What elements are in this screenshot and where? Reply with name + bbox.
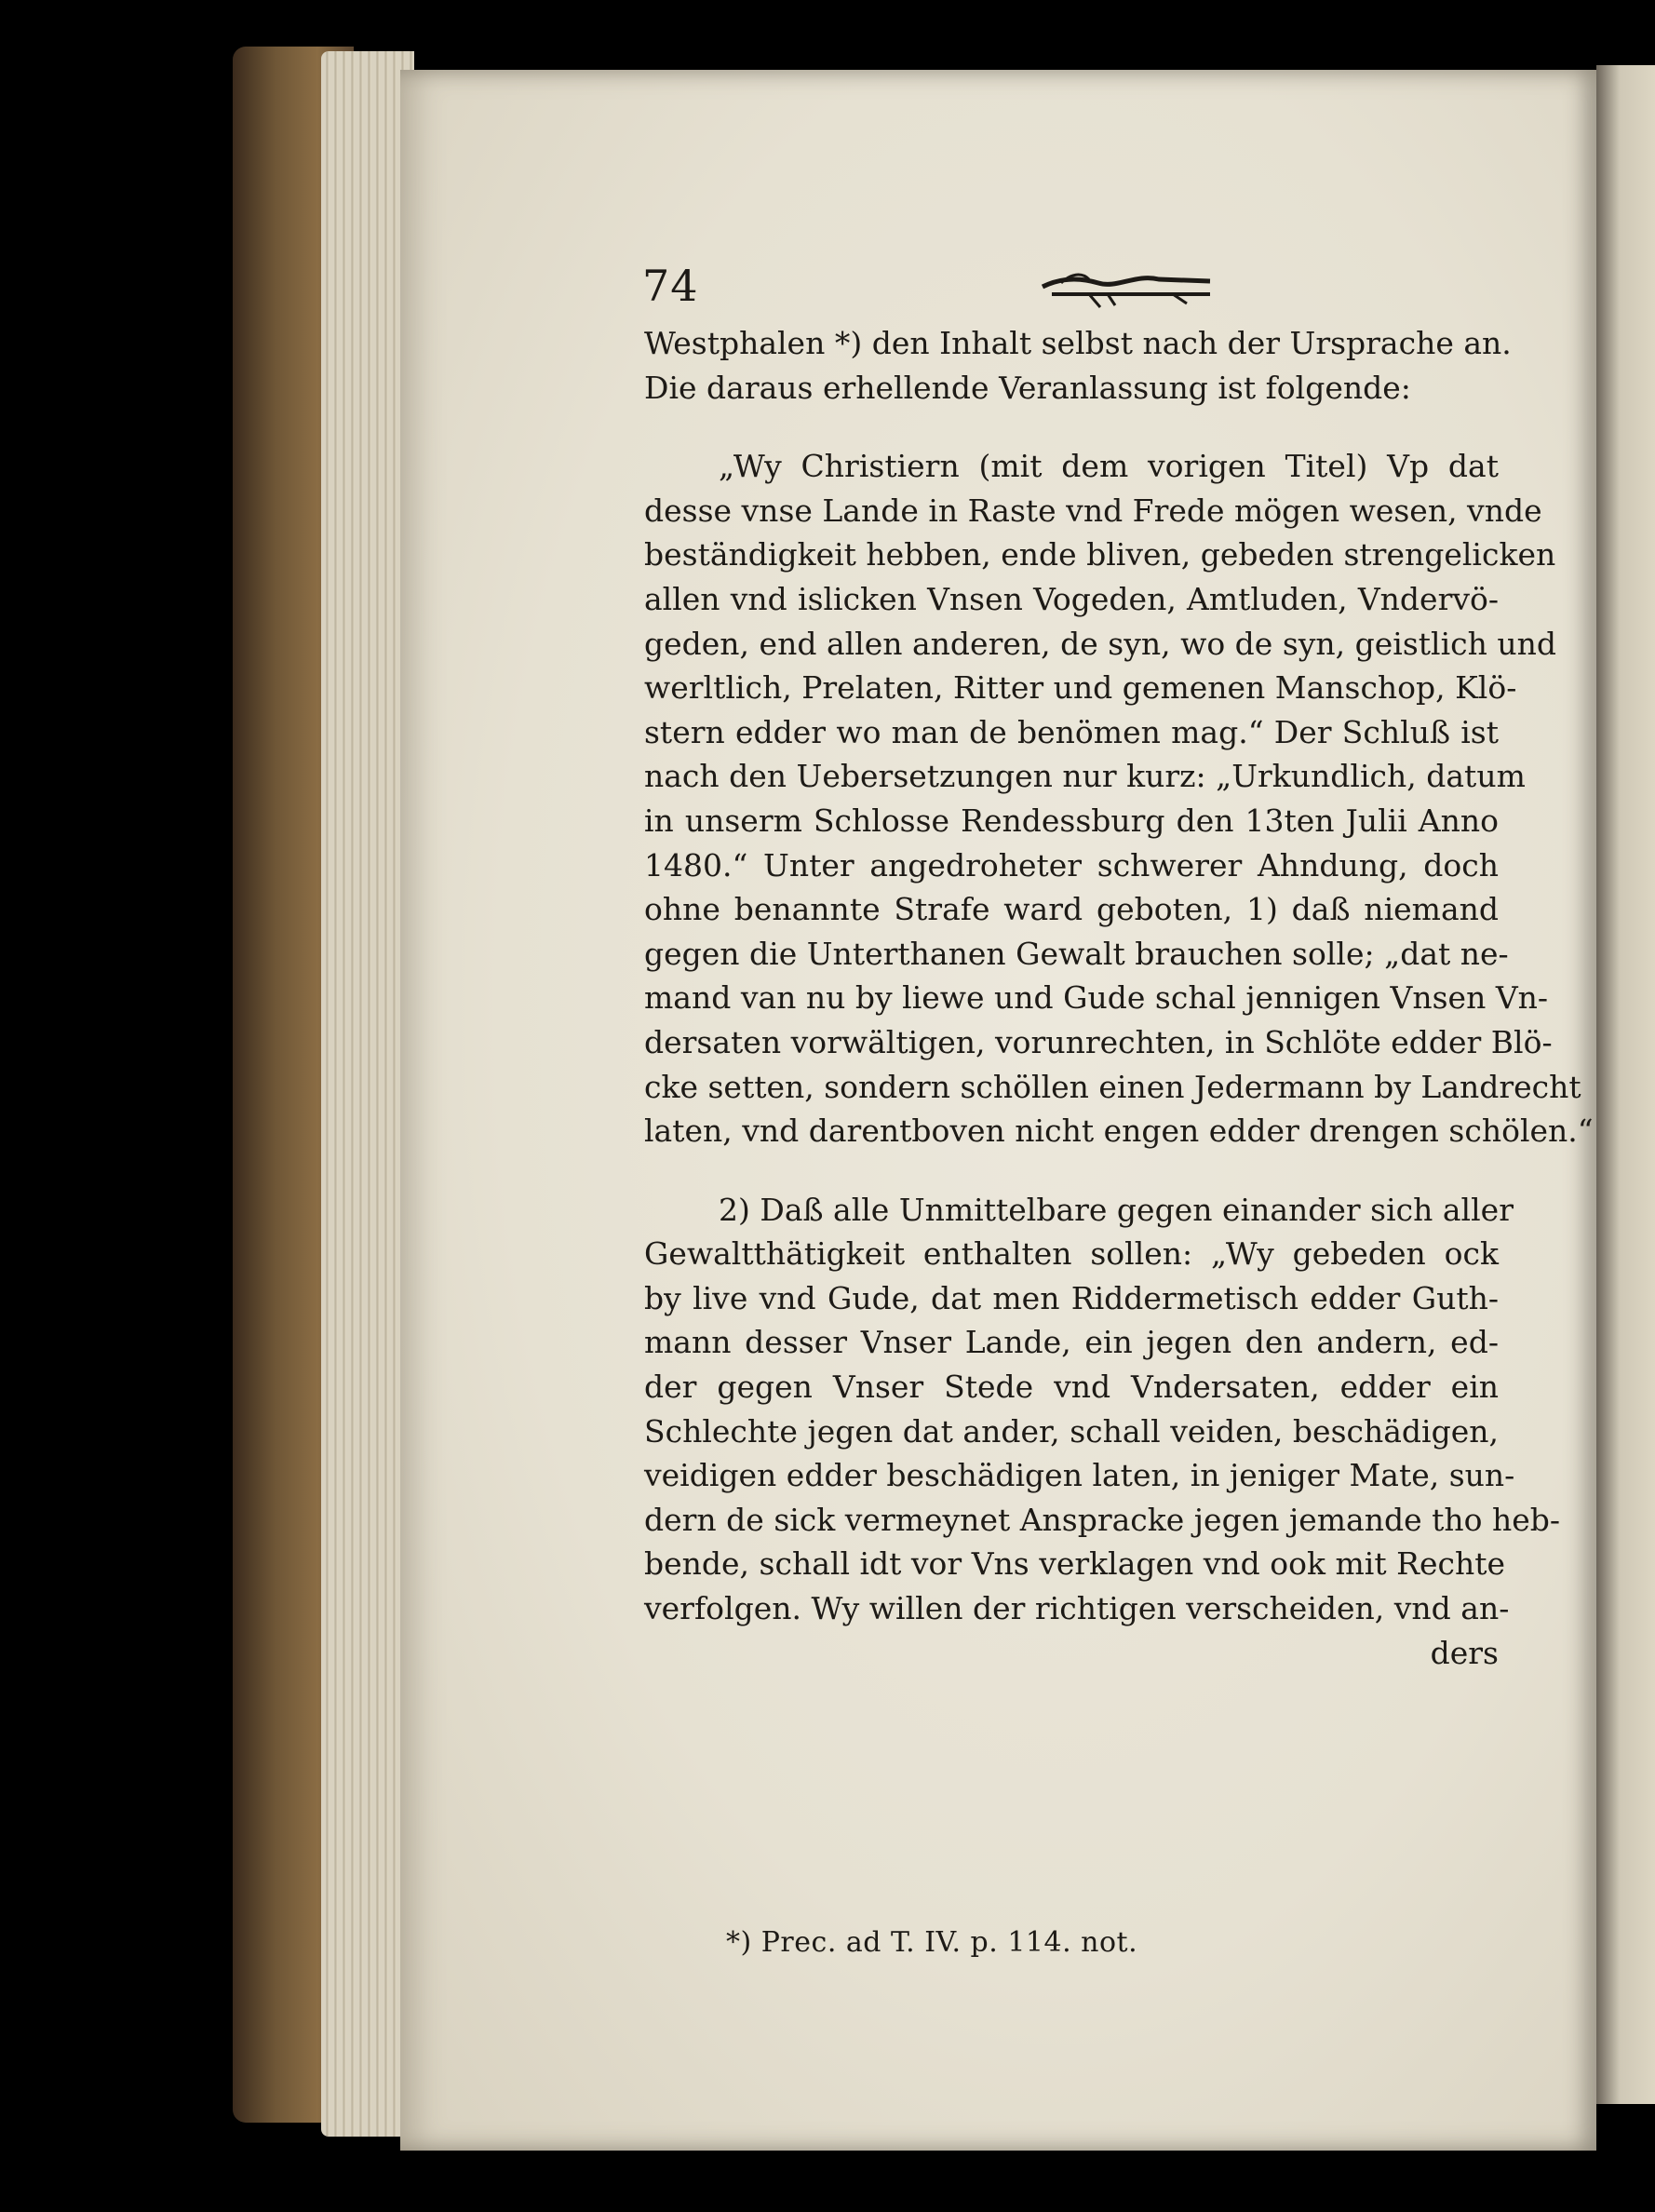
body-text — [644, 321, 1594, 1675]
text-line: Schlechte jegen dat ander, schall veiden, beschädigen, — [644, 1412, 1499, 1450]
text-line: dersaten vorwältigen, vorunrechten, in Schlöte edder Blö- — [644, 1023, 1553, 1060]
text-line: by live vnd Gude, dat men Riddermetisch edder Guth- — [644, 1279, 1499, 1316]
printer-ornament-icon — [1033, 261, 1219, 317]
text-line: Die daraus erhellende Veranlassung ist folgende: — [644, 369, 1411, 406]
text-line: beständigkeit hebben, ende bliven, gebeden strengelicken — [644, 536, 1556, 573]
footnote: *) Prec. ad T. IV. p. 114. not. — [726, 1926, 1138, 1959]
text-line: werltlich, Prelaten, Ritter und gemenen Manschop, Klö- — [644, 669, 1517, 707]
text-line: 2) Daß alle Unmittelbare gegen einander sich aller — [719, 1191, 1514, 1228]
paragraph-gap — [644, 1153, 1499, 1188]
text-line: mand van nu by liewe und Gude schal jennigen Vnsen Vn- — [644, 979, 1549, 1017]
text-line: nach den Uebersetzungen nur kurz: „Urkundlich, datum — [644, 758, 1526, 795]
paragraph-3 — [644, 1188, 1561, 1676]
text-line: Westphalen *) den Inhalt selbst nach der Ursprache an. — [644, 325, 1512, 361]
page-number: 74 — [642, 261, 699, 311]
text-line: ohne benannte Strafe ward geboten, 1) daß niemand — [644, 891, 1499, 928]
text-line: bende, schall idt vor Vns verklagen vnd ook mit Rechte — [644, 1545, 1505, 1583]
paragraph-2 — [644, 444, 1594, 1153]
text-line: dern de sick vermeynet Anspracke jegen jemande tho heb- — [644, 1501, 1561, 1538]
book-page — [400, 70, 1596, 2151]
text-line: geden, end allen anderen, de syn, wo de syn, geistlich und — [644, 625, 1556, 662]
text-line: desse vnse Lande in Raste vnd Frede mögen wesen, vnde — [644, 492, 1542, 529]
facing-page — [1596, 65, 1655, 2104]
text-line: gegen die Unterthanen Gewalt brauchen solle; „dat ne- — [644, 935, 1509, 972]
text-line: mann desser Vnser Lande, ein jegen den andern, ed- — [644, 1324, 1499, 1361]
text-line: allen vnd islicken Vnsen Vogeden, Amtluden, Vndervö- — [644, 580, 1499, 617]
text-line: der gegen Vnser Stede vnd Vndersaten, edder ein — [644, 1369, 1499, 1406]
text-line: cke setten, sondern schöllen einen Jedermann by Landrecht — [644, 1068, 1581, 1105]
text-line: verfolgen. Wy willen der richtigen verscheiden, vnd an- — [644, 1590, 1510, 1627]
paragraph-gap — [644, 410, 1499, 444]
text-line: in unserm Schlosse Rendessburg den 13ten Julii Anno — [644, 802, 1499, 839]
text-line: 1480.“ Unter angedroheter schwerer Ahndung, doch — [644, 846, 1499, 883]
text-line: Gewaltthätigkeit enthalten sollen: „Wy gebeden ock — [644, 1235, 1499, 1273]
text-line: „Wy Christiern (mit dem vorigen Titel) Vp dat — [719, 448, 1499, 485]
text-line: stern edder wo man de benömen mag.“ Der Schluß ist — [644, 713, 1499, 750]
catchword: ders — [1430, 1634, 1499, 1671]
text-line: laten, vnd darentboven nicht engen edder drengen schölen.“ — [644, 1113, 1594, 1150]
text-line: veidigen edder beschädigen laten, in jeniger Mate, sun- — [644, 1457, 1515, 1494]
paragraph-1 — [644, 321, 1512, 410]
